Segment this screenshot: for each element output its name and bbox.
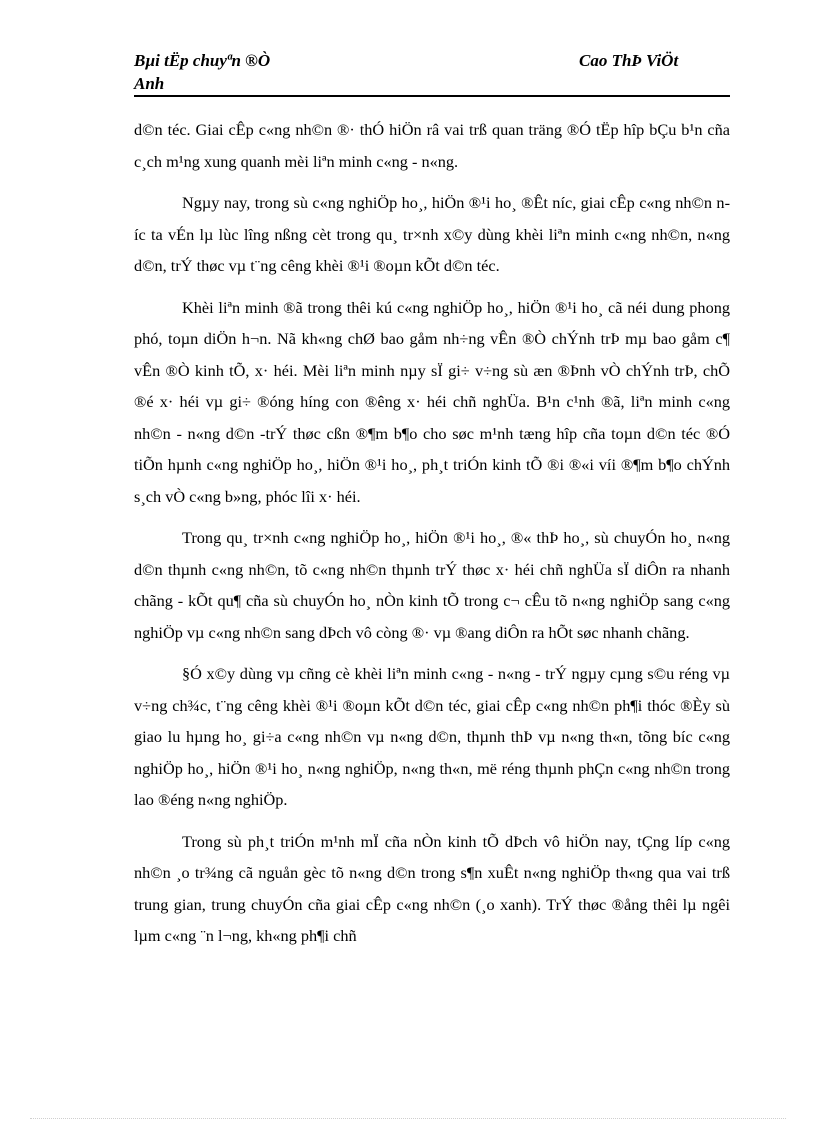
header-title-line1: Bµi tËp chuyªn ®Ò: [134, 51, 271, 70]
paragraph-4: Trong qu¸ tr×nh c«ng nghiÖp ho¸, hiÖn ®¹i ho¸, ®« thÞ ho¸, sù chuyÓn ho¸ n«ng d©n thµnh c«ng nh©n, tõ c«ng nh©n thµnh trÝ thøc x· héi chñ nghÜa sÏ diÔn ra nhanh chãng - kÕt qu¶ cña sù chuyÓn ho¸ nÒn kinh tÕ trong c¬ cÊu tõ n«ng nghiÖp sang c«ng nghiÖp vµ c«ng nh©n sang dÞch vô còng ®· vµ ®ang diÔn ra hÕt søc nhanh chãng.: [134, 528, 730, 642]
paragraph-3: Khèi liªn minh ®ã trong thêi kú c«ng nghiÖp ho¸, hiÖn ®¹i ho¸ cã néi dung phong phó, toµn diÖn h¬n. Nã kh«ng chØ bao gåm nh÷ng vÊn ®Ò chÝnh trÞ mµ bao gåm c¶ vÊn ®Ò kinh tÕ, x· héi. Mèi liªn minh nµy sÏ gi÷ v÷ng sù æn ®Þnh vÒ chÝnh trÞ, chÕ ®é x· héi vµ gi÷ ®óng híng con ®êng x· héi chñ nghÜa. B¹n c¹nh ®ã, liªn minh c«ng nh©n - n«ng d©n -trÝ thøc cßn ®¶m b¶o cho søc m¹nh tæng hîp cña toµn d©n téc ®Ó tiÕn hµnh c«ng nghiÖp ho¸, hiÖn ®¹i ho¸, ph¸t triÓn kinh tÕ ®i ®«i víi ®¶m b¶o chÝnh s¸ch vÒ c«ng b»ng, phóc lîi x· héi.: [134, 297, 730, 506]
paragraph-5: §Ó x©y dùng vµ cñng cè khèi liªn minh c«ng - n«ng - trÝ ngµy cµng s©u réng vµ v÷ng ch¾c, t¨ng cêng khèi ®¹i ®oµn kÕt d©n téc, giai cÊp c«ng nh©n ph¶i thóc ®Èy sù giao lu hµng ho¸ gi÷a c«ng nh©n vµ n«ng d©n, thµnh thÞ vµ n«ng th«n, tõng bíc c«ng nghiÖp ho¸, hiÖn ®¹i ho¸ n«ng nghiÖp, n«ng th«n, më réng thµnh phÇn c«ng nh©n trong lao ®éng n«ng nghiÖp.: [134, 664, 730, 809]
paragraph-6: Trong sù ph¸t triÓn m¹nh mÏ cña nÒn kinh tÕ dÞch vô hiÖn nay, tÇng líp c«ng nh©n ¸o tr¾ng cã nguån gèc tõ n«ng d©n trong s¶n xuÊt n«ng nghiÖp th«ng qua vai trß trung gian, trung chuyÓn cña giai cÊp c«ng nh©n (¸o xanh). TrÝ thøc ®ång thêi lµ ngêi lµm c«ng ¨n l¬ng, kh«ng ph¶i chñ: [134, 831, 730, 945]
paragraph-1: d©n téc. Giai cÊp c«ng nh©n ®· thÓ hiÖn râ vai trß quan träng ®Ó tËp hîp bÇu b¹n cña c¸ch m¹ng xung quanh mèi liªn minh c«ng - n«ng.: [134, 120, 730, 171]
header-author: Cao ThÞ ViÖt: [579, 51, 679, 70]
paragraph-2: Ngµy nay, trong sù c«ng nghiÖp ho¸, hiÖn ®¹i ho¸ ®Êt níc, giai cÊp c«ng nh©n níc ta vÉn lµ lùc lîng nßng cèt trong qu¸ tr×nh x©y dùng khèi liªn minh c«ng nh©n, n«ng d©n, trÝ thøc vµ t¨ng cêng khèi ®¹i ®oµn kÕt d©n téc.: [134, 193, 730, 275]
page-bottom-divider: [30, 1118, 786, 1119]
header-title-line2: Anh: [134, 74, 165, 93]
header-title: [134, 49, 334, 95]
header-divider: [134, 95, 730, 97]
document-body: [134, 114, 730, 962]
